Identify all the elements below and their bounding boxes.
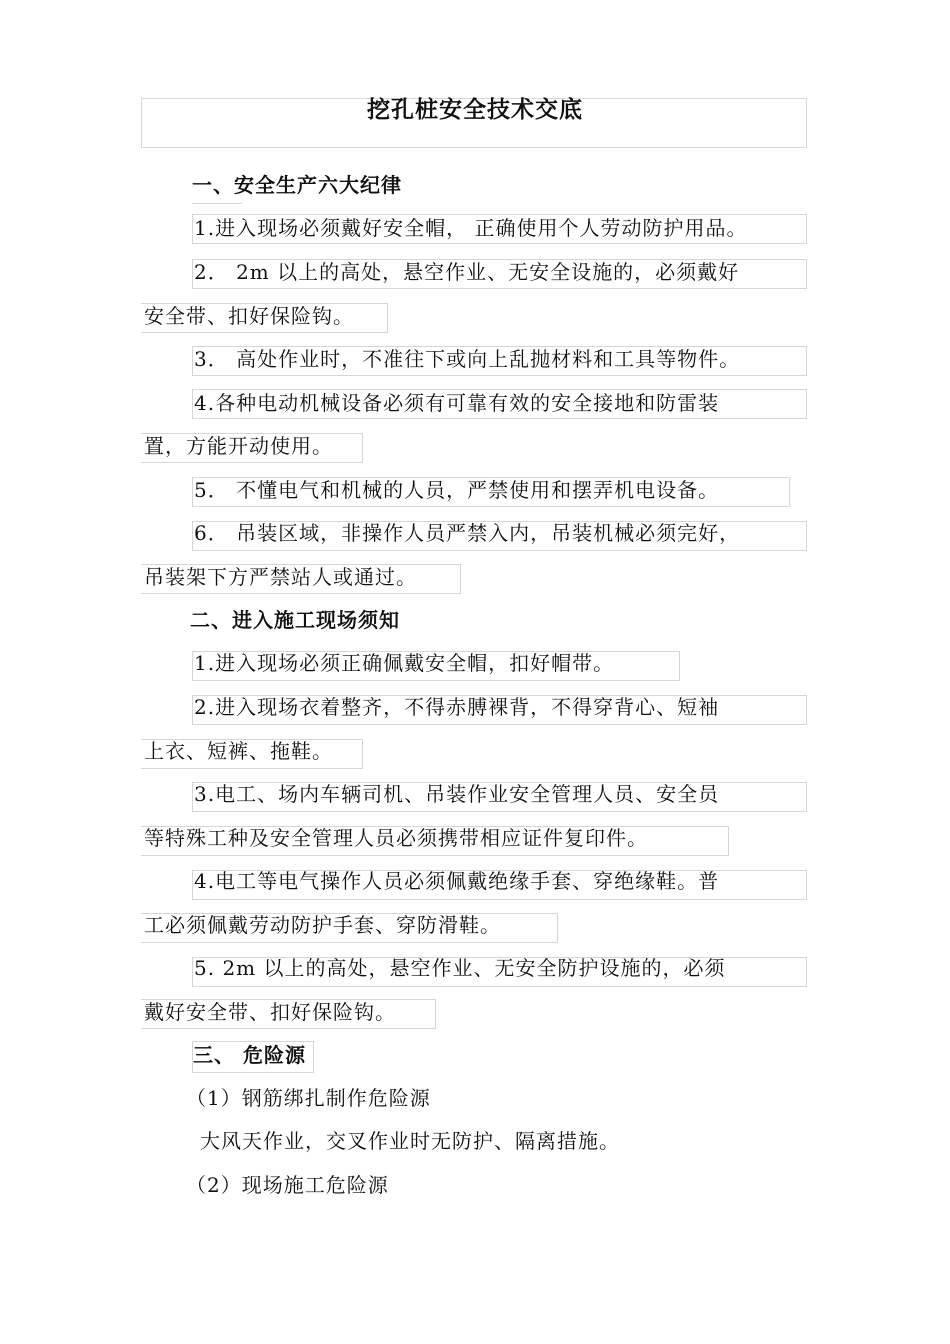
section-heading-1: 一、安全生产六大纪律	[192, 173, 402, 197]
list-item-continuation: 上衣、短裤、拖鞋。	[144, 739, 333, 763]
list-item: 1.进入现场必须戴好安全帽， 正确使用个人劳动防护用品。	[194, 216, 748, 240]
list-item: 6． 吊装区域，非操作人员严禁入内，吊装机械必须完好，	[194, 521, 741, 545]
list-item: 3.电工、场内车辆司机、吊装作业安全管理人员、安全员	[194, 782, 720, 806]
subheading-1: （1）钢筋绑扎制作危险源	[186, 1086, 431, 1110]
list-item: 2.进入现场衣着整齐，不得赤膊裸背，不得穿背心、短袖	[194, 695, 720, 719]
list-item: 2． 2m 以上的高处，悬空作业、无安全设施的，必须戴好	[194, 260, 740, 284]
section-heading-2: 二、进入施工现场须知	[190, 608, 400, 632]
list-item-continuation: 吊装架下方严禁站人或通过。	[144, 565, 417, 589]
list-item-continuation: 等特殊工种及安全管理人员必须携带相应证件复印件。	[144, 826, 648, 850]
section-heading-3: 三、 危险源	[193, 1043, 306, 1067]
document-title: 挖孔桩安全技术交底	[367, 96, 583, 123]
list-item: 1.进入现场必须正确佩戴安全帽，扣好帽带。	[194, 651, 615, 675]
paragraph: 大风天作业，交叉作业时无防护、隔离措施。	[200, 1129, 620, 1153]
list-item-continuation: 戴好安全带、扣好保险钩。	[144, 1000, 396, 1024]
list-item: 4.电工等电气操作人员必须佩戴绝缘手套、穿绝缘鞋。普	[194, 869, 720, 893]
list-item-continuation: 安全带、扣好保险钩。	[144, 304, 354, 328]
list-item: 5. 2m 以上的高处，悬空作业、无安全防护设施的，必须	[194, 956, 726, 980]
list-item-continuation: 置，方能开动使用。	[144, 434, 333, 458]
subheading-2: （2）现场施工危险源	[186, 1173, 389, 1197]
list-item: 4.各种电动机械设备必须有可靠有效的安全接地和防雷装	[194, 391, 720, 415]
list-item-continuation: 工必须佩戴劳动防护手套、穿防滑鞋。	[144, 913, 501, 937]
list-item: 3． 高处作业时，不准往下或向上乱抛材料和工具等物件。	[194, 347, 741, 371]
list-item: 5． 不懂电气和机械的人员，严禁使用和摆弄机电设备。	[194, 478, 720, 502]
